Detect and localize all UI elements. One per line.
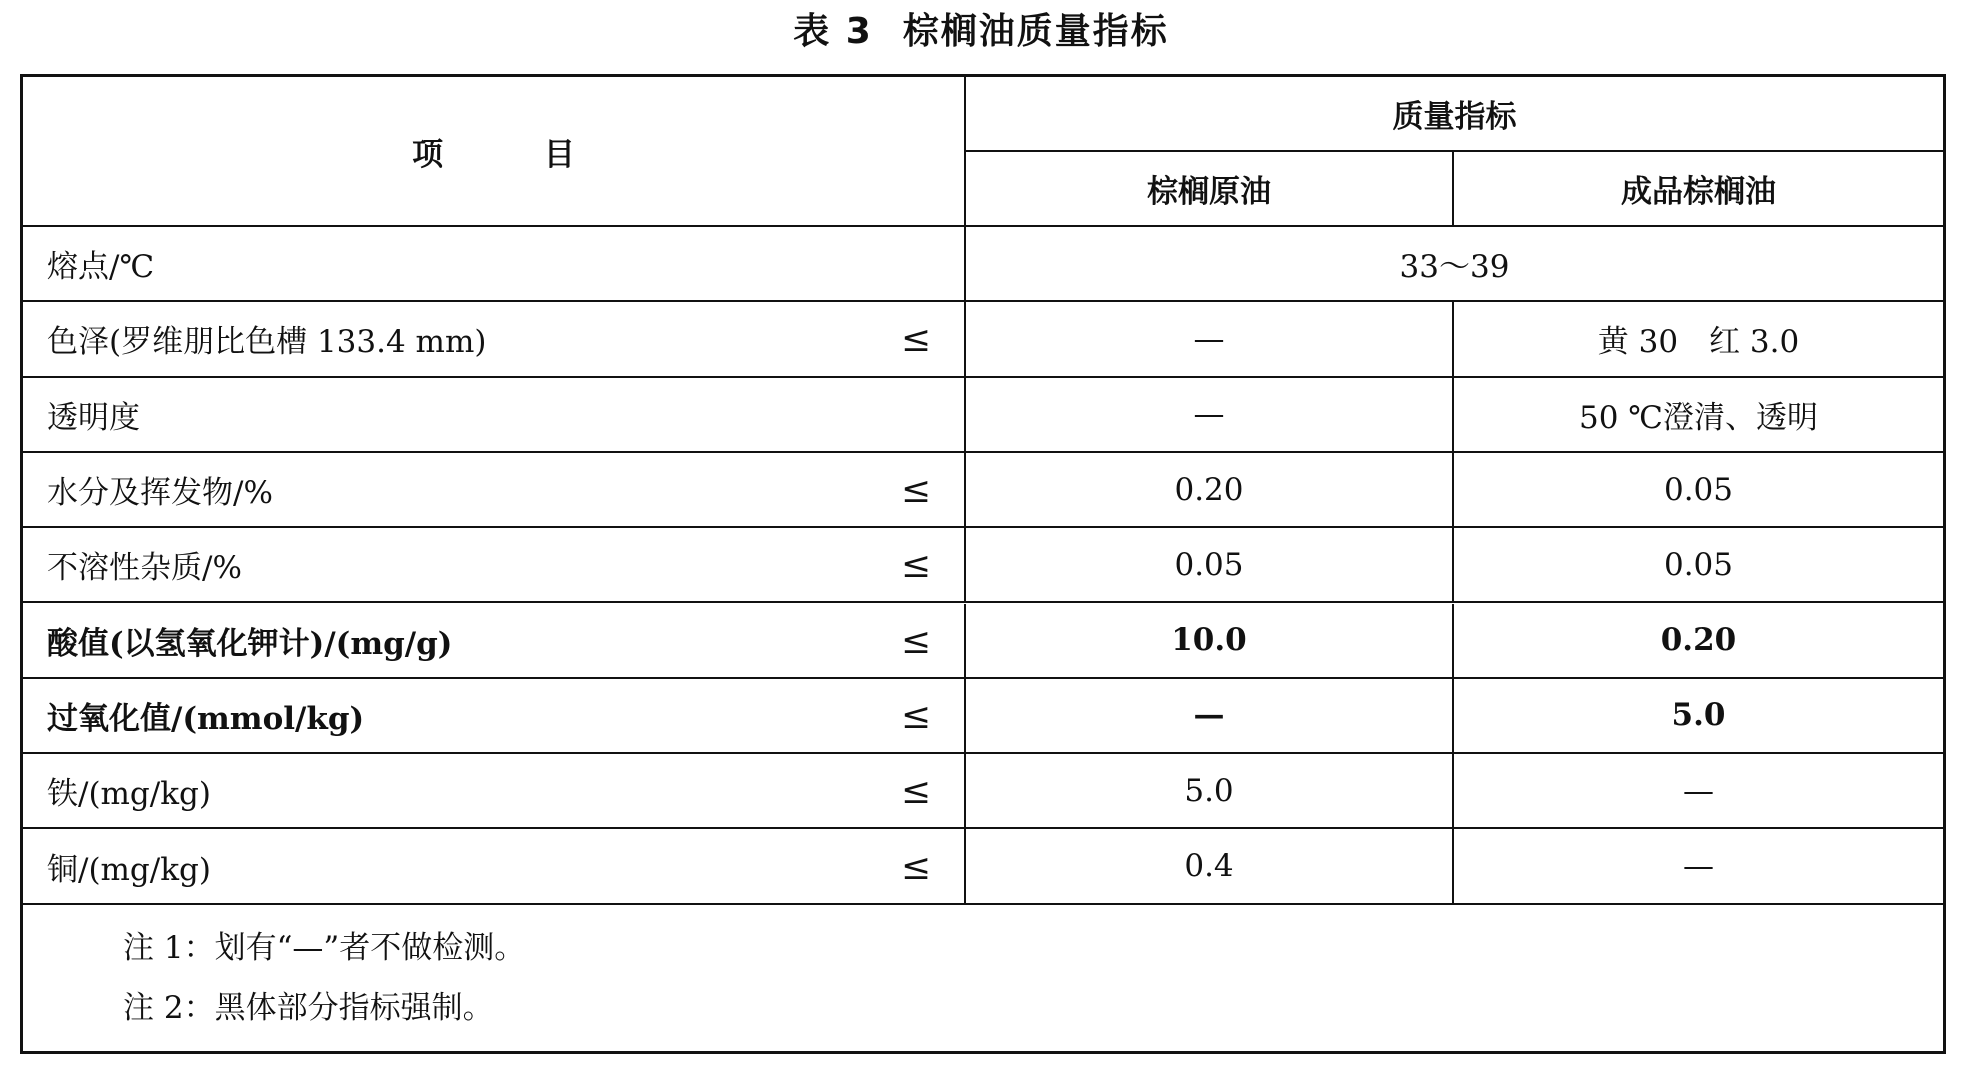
- row-value-merged: 33～39: [966, 227, 1943, 302]
- header-quality: 质量指标: [966, 77, 1943, 152]
- table-title-text: 棕榈油质量指标: [902, 11, 1169, 52]
- table-number: 表 3: [793, 11, 873, 52]
- header-item: 项 目: [23, 77, 966, 227]
- row-value-crude: 5.0: [966, 754, 1454, 829]
- note-1: 注 1：划有“—”者不做检测。: [123, 930, 526, 966]
- row-value-finished: 5.0: [1454, 679, 1943, 754]
- le-symbol: ≤: [900, 620, 932, 662]
- le-symbol: ≤: [900, 470, 932, 512]
- row-item: 不溶性杂质/%: [23, 528, 966, 603]
- quality-table: [20, 74, 1946, 1054]
- row-value-finished: —: [1454, 754, 1943, 829]
- row-value-finished: 黄 30 红 3.0: [1454, 302, 1943, 377]
- row-item: 铜/(mg/kg): [23, 829, 966, 904]
- row-value-crude: 10.0: [966, 604, 1454, 679]
- row-item: 透明度: [23, 378, 966, 453]
- row-value-finished: 0.05: [1454, 453, 1943, 528]
- row-value-crude: —: [966, 679, 1454, 754]
- row-value-finished: 0.05: [1454, 528, 1943, 603]
- note-2: 注 2：黑体部分指标强制。: [123, 990, 494, 1026]
- header-crude: 棕榈原油: [966, 152, 1454, 227]
- le-symbol: ≤: [900, 771, 932, 813]
- row-item: 铁/(mg/kg): [23, 754, 966, 829]
- row-value-crude: —: [966, 302, 1454, 377]
- row-value-crude: 0.20: [966, 453, 1454, 528]
- le-symbol: ≤: [900, 319, 932, 361]
- row-value-finished: 50 ℃澄清、透明: [1454, 378, 1943, 453]
- le-symbol: ≤: [900, 846, 932, 888]
- le-symbol: ≤: [900, 695, 932, 737]
- row-item: 过氧化值/(mmol/kg): [23, 679, 966, 754]
- header-finished: 成品棕榈油: [1454, 152, 1943, 227]
- le-symbol: ≤: [900, 545, 932, 587]
- row-value-crude: —: [966, 378, 1454, 453]
- row-item: 酸值(以氢氧化钾计)/(mg/g): [23, 604, 966, 679]
- row-value-finished: 0.20: [1454, 604, 1943, 679]
- row-item: 熔点/℃: [23, 227, 966, 302]
- row-item: 色泽(罗维朋比色槽 133.4 mm): [23, 302, 966, 377]
- row-value-finished: —: [1454, 829, 1943, 904]
- row-value-crude: 0.4: [966, 829, 1454, 904]
- row-item: 水分及挥发物/%: [23, 453, 966, 528]
- table-title: [0, 4, 1962, 60]
- row-value-crude: 0.05: [966, 528, 1454, 603]
